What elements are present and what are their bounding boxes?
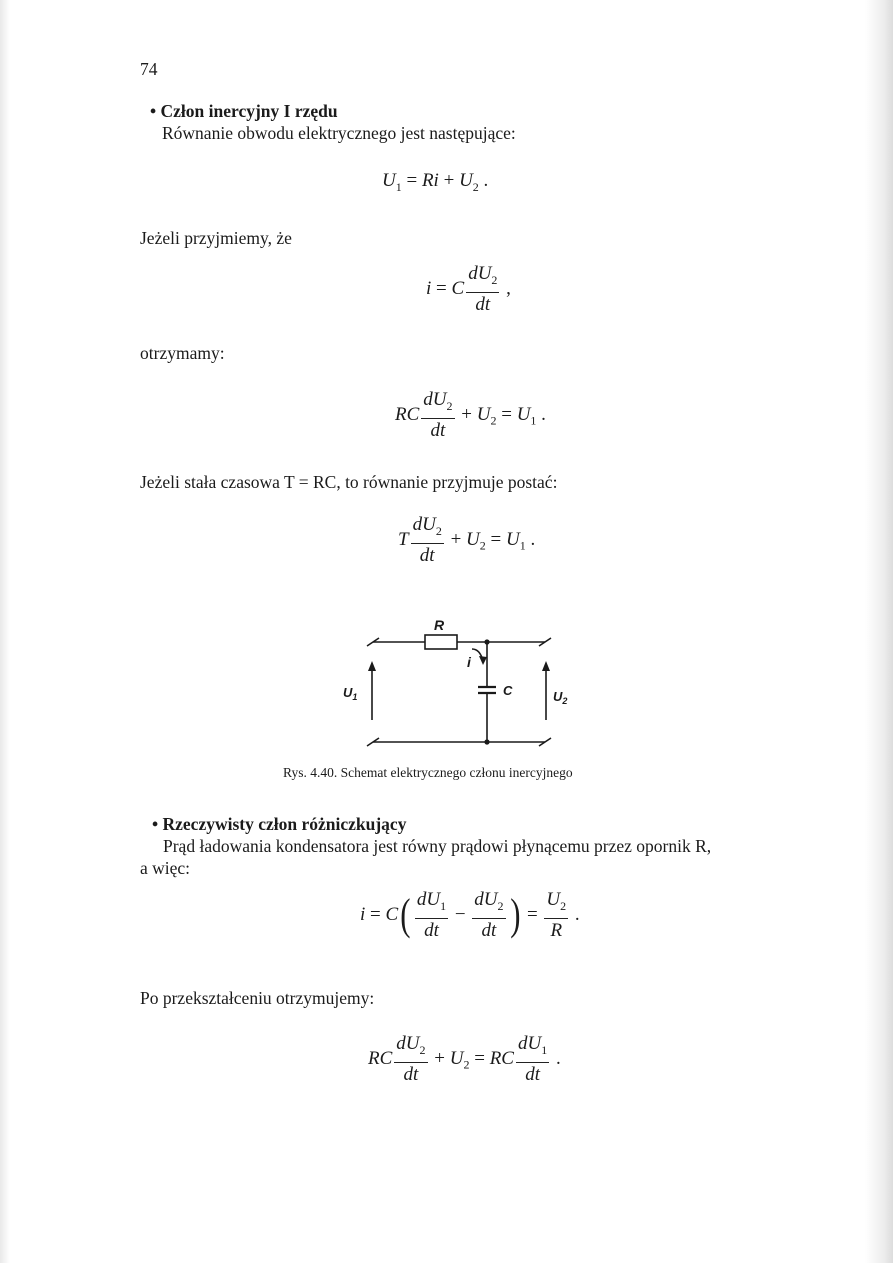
equation-differentiating-final: RC $\frac{dU_2}{dt}$ + $U_2$ = RC $\frac{dU_1}{dt}$ . bbox=[368, 1033, 561, 1085]
junction-bottom bbox=[484, 739, 489, 744]
section-heading-inertial: • Człon inercyjny I rzędu bbox=[150, 101, 338, 121]
paragraph-circuit-equation: Równanie obwodu elektrycznego jest następujące: bbox=[162, 123, 516, 143]
arrowhead-u2 bbox=[542, 661, 550, 671]
equation-current: i = C $\frac{dU_2}{dt}$ , bbox=[426, 263, 511, 315]
current-label: i bbox=[467, 654, 471, 670]
paragraph-therefore: a więc: bbox=[140, 858, 191, 878]
resistor-symbol bbox=[425, 635, 457, 649]
equation-rc-form: RC $\frac{dU_2}{dt}$ + $U_2 = U_1$ . bbox=[395, 389, 546, 441]
arrowhead-u1 bbox=[368, 661, 376, 671]
equation-time-constant-form: T $\frac{dU_2}{dt}$ + $U_2 = U_1$ . bbox=[398, 514, 536, 566]
paragraph-charging-current: Prąd ładowania kondensatora jest równy prądowi płynącemu przez opornik R, bbox=[163, 836, 712, 856]
voltage-label-u2: $U_2$ bbox=[553, 689, 568, 706]
capacitor-label: C bbox=[503, 683, 513, 698]
paragraph-assumption: Jeżeli przyjmiemy, że bbox=[140, 228, 292, 248]
page-edge-left bbox=[0, 0, 10, 1263]
equation-differentiating-current: i = C( $\frac{dU_1}{dt}$ − $\frac{dU_2}{dt}$ ) = $\frac{U_2}{R}$ . bbox=[360, 889, 580, 941]
equation-circuit: $U_1 = Ri + U_2$ . bbox=[382, 170, 489, 194]
voltage-label-u1: $U_1$ bbox=[343, 685, 358, 702]
junction-top bbox=[484, 639, 489, 644]
arrowhead-current bbox=[479, 656, 487, 665]
figure-caption: Rys. 4.40. Schemat elektrycznego członu inercyjnego bbox=[283, 765, 573, 780]
paragraph-time-constant: Jeżeli stała czasowa T = RC, to równanie przyjmuje postać: bbox=[140, 472, 558, 492]
rc-circuit-diagram bbox=[340, 605, 570, 760]
paragraph-result: otrzymamy: bbox=[140, 343, 225, 363]
resistor-label: R bbox=[434, 617, 445, 633]
section-heading-differentiating: • Rzeczywisty człon różniczkujący bbox=[152, 814, 407, 834]
page-edge-right bbox=[865, 0, 893, 1263]
page-number: 74 bbox=[140, 59, 158, 79]
paragraph-transformation: Po przekształceniu otrzymujemy: bbox=[140, 988, 375, 1008]
